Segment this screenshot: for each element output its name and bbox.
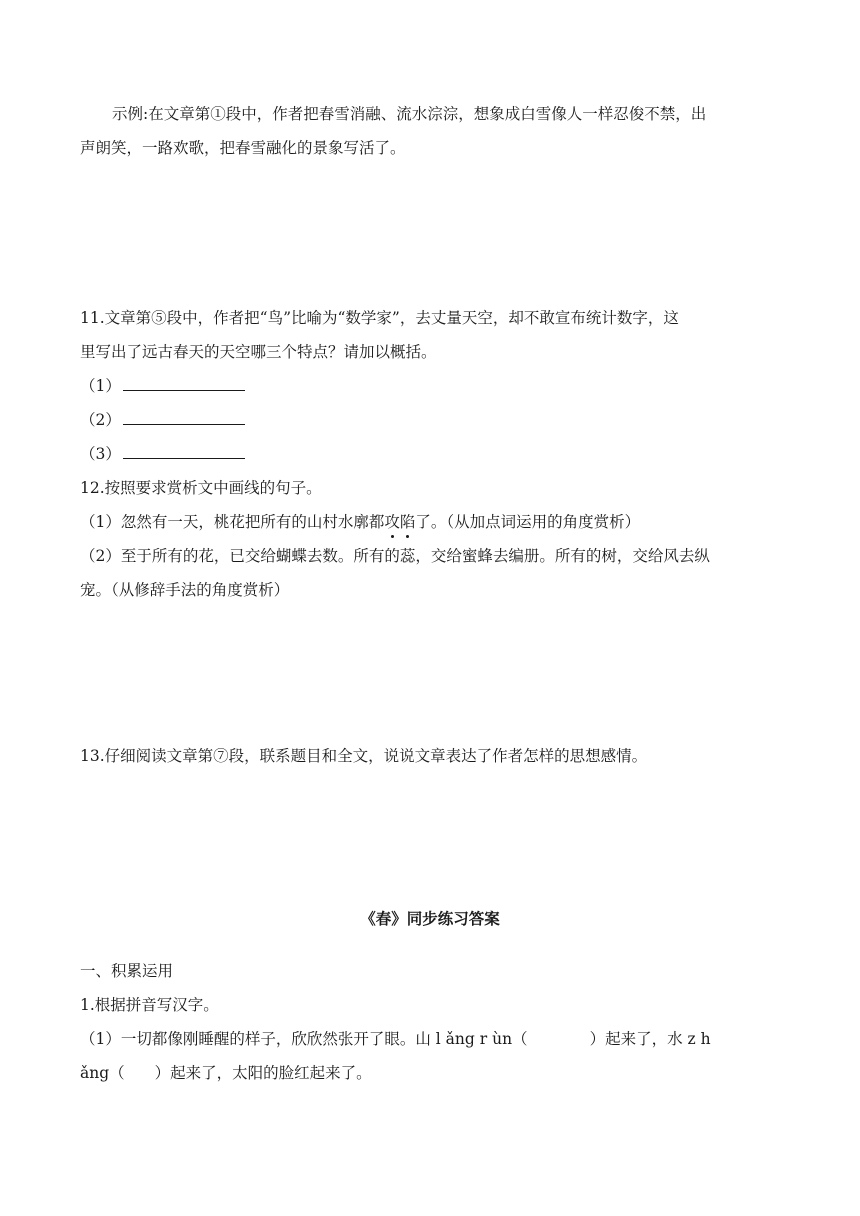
answers-q1-sub1-part-d: ）起来了，太阳的脸红起来了。 <box>154 1064 372 1082</box>
q12-dotted-char-1: 攻 <box>384 513 400 531</box>
answers-q1-sub-1-line-1 <box>80 1028 785 1050</box>
question-11-line-2: 里写出了远古春天的天空哪三个特点？请加以概括。 <box>80 343 437 361</box>
q11-answer-2-label: （2） <box>80 411 121 429</box>
q11-answer-1-blank[interactable] <box>123 376 245 391</box>
q11-answer-3-label: （3） <box>80 445 121 463</box>
answers-question-1: 1.根据拼音写汉字。 <box>80 996 219 1014</box>
q12-sub1-before: （1）忽然有一天，桃花把所有的山村水廓都 <box>80 513 385 531</box>
question-12-sub-2-line-1: （2）至于所有的花，已交给蝴蝶去数。所有的蕊，交给蜜蜂去编册。所有的树，交给风去纵 <box>80 547 710 565</box>
answers-q1-sub-1-line-2 <box>80 1062 785 1084</box>
answers-q1-sub1-part-b: ）起来了，水 z h <box>589 1030 711 1048</box>
q11-answer-2-blank[interactable] <box>123 410 245 425</box>
q11-answer-2 <box>80 409 785 431</box>
question-11-line-1: 11.文章第⑤段中，作者把“鸟”比喻为“数学家”，去丈量天空，却不敢宣布统计数字，这 <box>80 309 679 327</box>
answers-q1-sub1-part-c: ǎng（ <box>80 1064 125 1082</box>
q11-answer-1 <box>80 375 785 397</box>
q11-answer-1-label: （1） <box>80 377 121 395</box>
q12-sub1-after: 了。（从加点词运用的角度赏析） <box>415 513 641 531</box>
answers-section-1: 一、积累运用 <box>80 962 174 980</box>
question-13-stem: 13.仔细阅读文章第⑦段，联系题目和全文，说说文章表达了作者怎样的思想感情。 <box>80 747 648 765</box>
question-12-stem: 12.按照要求赏析文中画线的句子。 <box>80 479 322 497</box>
answers-title: 《春》同步练习答案 <box>360 909 500 928</box>
q11-answer-3 <box>80 443 785 465</box>
answers-q1-sub1-part-a: （1）一切都像刚睡醒的样子，欣欣然张开了眼。山 l ǎng r ùn（ <box>80 1030 528 1048</box>
question-12-sub-1 <box>80 511 785 533</box>
example-line-1: 示例:在文章第①段中，作者把春雪消融、流水淙淙，想象成白雪像人一样忍俊不禁，出 <box>112 105 707 123</box>
example-line-2: 声朗笑，一路欢歌，把春雪融化的景象写活了。 <box>80 139 406 157</box>
question-12-sub-2-line-2: 宠。（从修辞手法的角度赏析） <box>80 581 290 599</box>
q11-answer-3-blank[interactable] <box>123 444 245 459</box>
q12-dotted-char-2: 陷 <box>399 513 416 531</box>
